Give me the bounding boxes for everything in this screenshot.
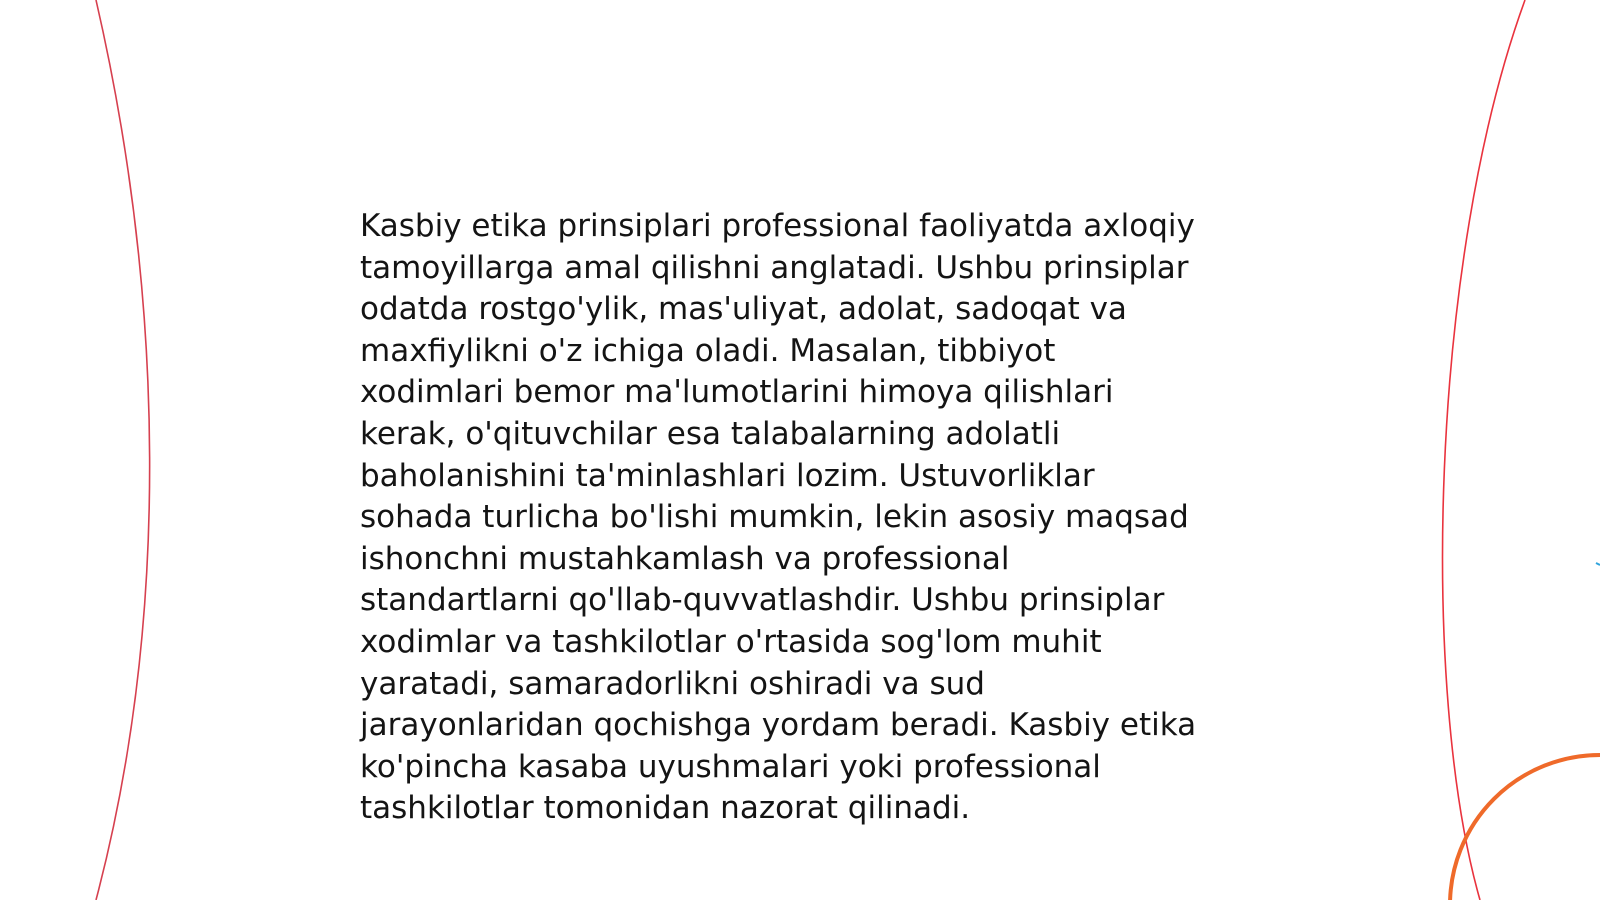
paragraph-line: Kasbiy etika prinsiplari professional faoliyatda axloqiy <box>360 208 1195 244</box>
paragraph-line: jarayonlaridan qochishga yordam beradi. Kasbiy etika <box>360 707 1197 744</box>
paragraph-line: xodimlari bemor ma'lumotlarini himoya qilishlari <box>360 374 1114 411</box>
paragraph-line: tashkilotlar tomonidan nazorat qilinadi. <box>360 790 971 827</box>
paragraph-line: odatda rostgo'ylik, mas'uliyat, adolat, sadoqat va <box>360 291 1127 328</box>
paragraph-line: xodimlar va tashkilotlar o'rtasida sog'lom muhit <box>360 623 1102 660</box>
paragraph-line: tamoyillarga amal qilishni anglatadi. Ushbu prinsiplar <box>360 249 1189 286</box>
blue-mark <box>1596 563 1600 565</box>
left-curved-line <box>96 0 150 900</box>
paragraph-line: baholanishini ta'minlashlari lozim. Ustuvorliklar <box>360 457 1095 494</box>
right-curved-line <box>1443 0 1525 900</box>
body-paragraph <box>360 206 1240 830</box>
paragraph-line: standartlarni qo'llab-quvvatlashdir. Ushbu prinsiplar <box>360 582 1165 619</box>
paragraph-line: kerak, o'qituvchilar esa talabalarning adolatli <box>360 415 1061 452</box>
paragraph-line: yaratadi, samaradorlikni oshiradi va sud <box>360 665 985 702</box>
paragraph-line: maxfiylikni o'z ichiga oladi. Masalan, tibbiyot <box>360 332 1056 369</box>
paragraph-line: sohada turlicha bo'lishi mumkin, lekin asosiy maqsad <box>360 499 1189 536</box>
paragraph-line: ko'pincha kasaba uyushmalari yoki professional <box>360 748 1101 785</box>
orange-circle-outline <box>1450 755 1600 900</box>
paragraph-line: ishonchni mustahkamlash va professional <box>360 540 1010 577</box>
